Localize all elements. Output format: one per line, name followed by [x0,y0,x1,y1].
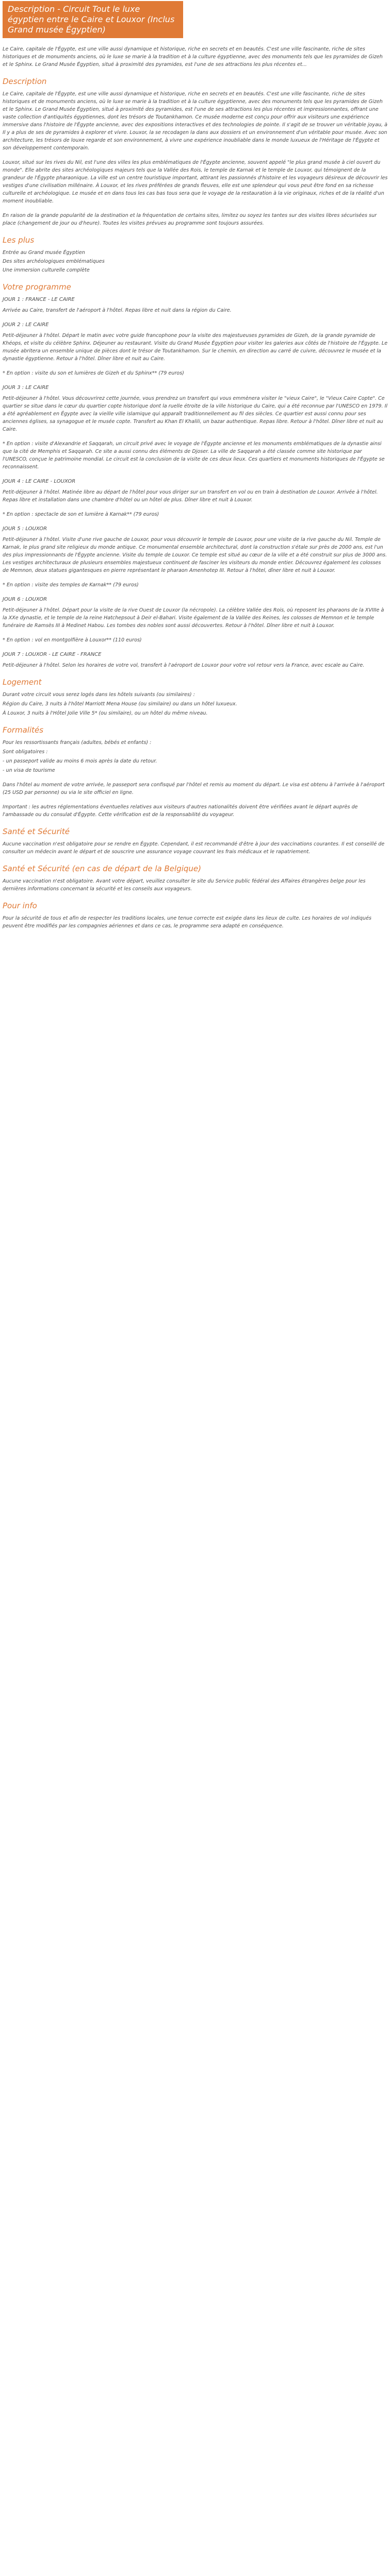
day-text: Petit-déjeuner à l'hôtel. Matinée libre au départ de l'hôtel pour vous diriger sur un transfert en vol ou en train à destination de Louxor. Arrivée à l'hôtel. Repas libre et installation dans une chambre d'hôtel ou un hôtel de plus. Dîner libre et nuit à Louxor. [3,489,378,503]
description-paragraph: Le Caire, capitale de l'Égypte, est une ville aussi dynamique et historique, riche en secrets et en beautés. C'est une ville fascinante, riche de sites historiques et de monuments anciens, où le luxe se marie à la tradition et à la culture égyptienne, avec des monuments tels que les pyramides de Gizeh et le Sphinx. Le Grand Musée Égyptien, situé à proximité des pyramides, est l'une de ses attractions les plus récentes et impressionnantes, offrant une vaste collection d'antiquités égyptiennes, dont les trésors de Toutankhamon. Ce musée moderne est conçu pour offrir aux visiteurs une expérience immersive dans l'histoire de l'Égypte ancienne, avec des expositions interactives et des technologies de pointe. Il s'agit de se trouver un véritable joyau, à Il y a plus de ses de pyramides à explorer et vivre. Louxor, la se recodagen la dans aux dossiers et un environnement d'un véritable pour musée. Avec son architecture, les trésors de louxe regarde et son environnement, à vivre une expérience inoubliable dans le monde luxueux de l'Héritage de l'Égypte et son développement contemporain. [3,91,388,151]
sante-text: Aucune vaccination n'est obligatoire pour se rendre en Égypte. Cependant, il est recommandé d'être à jour des vaccinations courantes. Il est conseillé de consulter un médecin avant le départ et de souscrire une assurance voyage couvrant les frais médicaux et le rapatriement. [3,841,385,855]
logement-text: Durant votre circuit vous serez logés dans les hôtels suivants (ou similaires) : [3,692,195,698]
sante-belgique-text: Aucune vaccination n'est obligatoire. Avant votre départ, veuillez consulter le site du Service public fédéral des Affaires étrangères belge pour les dernières informations concernant la sécurité et les conseils aux voyageurs. [3,878,366,892]
day-title: JOUR 2 : LE CAIRE [3,322,49,328]
intro-block [3,45,388,69]
day-text: Petit-déjeuner à l'hôtel. Visite d'une rive gauche de Louxor, pour vous découvrir le temple de Louxor, pour une visite de la rive gauche du Nil. Temple de Karnak, le plus grand site religieux du monde antique. Ce monumental ensemble architectural, dont la construction s'étale sur près de 2000 ans, est l'un des plus impressionnants de l'Égypte ancienne. Visite du temple de Louxor. Ce temple est situé au cœur de la ville et a été construit sur plus de 3000 ans. Les vestiges architecturaux de plusieurs ensembles majestueux continuent de fasciner les visiteurs du monde entier. Découvrez également les colosses de Memnon, deux statues gigantesques en pierre représentant le pharaon Amenhotep III. Retour à l'hôtel, dîner libre et nuit à Louxor. [3,537,387,573]
day-option-note: * En option : visite du son et lumières de Gizeh et du Sphinx** (79 euros) [3,370,184,376]
day-title: JOUR 3 : LE CAIRE [3,385,49,391]
day-title: JOUR 6 : LOUXOR [3,597,47,602]
section-heading-info: Pour info [3,901,37,910]
logement-text: Région du Caire, 3 nuits à l'hôtel Marriott Mena House (ou similaire) ou dans un hôtel luxueux. [3,701,237,707]
logement-text: À Louxor, 3 nuits à l'Hôtel Jolie Ville 5* (ou similaire), ou un hôtel du même niveau. [3,710,208,716]
formalites-text: Important : les autres réglementations éventuelles relatives aux visiteurs d'autres nationalités doivent être vérifiées avant le départ auprès de l'ambassade ou du consulat d'Égypte. Cette vérification est de la responsabilité du voyageur. [3,804,358,818]
section-heading-sante-belgique: Santé et Sécurité (en cas de départ de la Belgique) [3,864,201,873]
section-heading-logement: Logement [3,677,42,687]
day-option-note: * En option : visite d'Alexandrie et Saqqarah, un circuit privé avec le voyage de l'Égypte ancienne et les monuments emblématiques de la dynastie ainsi que la cité de Memphis et Saqqarah. Ce site a aussi connu des éléments de Djoser. La ville de Saqqarah a été classée comme site historique par l'UNESCO, conçue le patrimoine mondial. Le circuit est la conclusion de la visite de ces deux lieux. Ces quartiers et monuments historiques de l'Égypte se reconnaissent. [3,441,385,470]
formalites-text: - un visa de tourisme [3,768,55,773]
day-option-note: * En option : visite des temples de Karnak** (79 euros) [3,582,139,588]
day-title: JOUR 4 : LE CAIRE - LOUXOR [3,479,76,484]
day-option-note: * En option : vol en montgolfière à Louxor** (110 euros) [3,637,142,643]
section-heading-formalites: Formalités [3,725,44,735]
day-title: JOUR 1 : FRANCE - LE CAIRE [3,297,75,302]
section-heading-description: Description [3,77,47,86]
section-heading-sante: Santé et Sécurité [3,827,70,836]
section-heading-highlights: Les plus [3,235,35,245]
formalites-text: Sont obligatoires : [3,749,48,755]
highlight-item: Entrée au Grand musée Égyptien [3,250,85,256]
day-text: Petit-déjeuner à l'hôtel. Vous découvrirez cette journée, vous prendrez un transfert qui vous emmènera visiter le "vieux Caire", le "Vieux Caire Copte". Ce quartier se situe dans le cœur du quartier copte historique dont la ruelle étroite de la ville historique du Caire, qui a été reconnue par l'UNESCO en 1979. Il a été agréablement en Égypte avec la vieille ville islamique qui apparaît traditionnellement au fil des siècles. Ce quartier est aussi connu pour ses anciennes églises, sa synagogue et le musée copte. Transfert au Khan El Khalili, un bazar authentique. Repas libre. Retour à l'hôtel. Dîner libre et nuit au Caire. [3,396,388,432]
page-title: Description - Circuit Tout le luxe égyptien entre le Caire et Louxor (Inclus Grand musée Égyptien) [3,1,183,38]
section-heading-programme: Votre programme [3,282,71,292]
day-text: Petit-déjeuner à l'hôtel. Départ pour la visite de la rive Ouest de Louxor (la nécropole). La célèbre Vallée des Rois, où reposent les pharaons de la XVIIIe à la XXe dynastie, et le temple de la reine Hatchepsout à Deir el-Bahari. Visite également de la Vallée des Reines, les colosses de Memnon et le temple funéraire de Ramsès III à Medinet Habou. Les tombes des nobles sont aussi découvertes. Retour à l'hôtel. Dîner libre et nuit à Louxor. [3,607,384,629]
highlight-item: Des sites archéologiques emblématiques [3,259,105,264]
page-container [0,1,391,930]
description-paragraph: Louxor, situé sur les rives du Nil, est l'une des villes les plus emblématiques de l'Égypte ancienne, souvent appelé "le plus grand musée à ciel ouvert du monde". Elle abrite des sites archéologiques majeurs tels que la Vallée des Rois, le temple de Karnak et le temple de Louxor, qui témoignent de la grandeur de l'Égypte pharaonique. La ville est un centre touristique important, attirant les passionnés d'histoire et les voyageurs désireux de découvrir les vestiges d'une civilisation millénaire. À Louxor, et les rives préférées de grands fleuves, elle est une splendeur qui vous peut être fond en sa richesse culturelle et archéologique. Le musée et en dans tous les cas bas tous sera que le voyage de la restauration à la vie originaux, riches et de la réalité d'un moment inoubliable. [3,160,388,204]
info-text: Pour la sécurité de tous et afin de respecter les traditions locales, une tenue correcte est exigée dans les lieux de culte. Les horaires de vol indiqués peuvent être modifiés par les compagnies aériennes et dans ce cas, le programme sera adapté en conséquence. [3,916,371,929]
description-paragraph: En raison de la grande popularité de la destination et la fréquentation de certains sites, limitez ou soyez les tantes sur des visites libres sécurisées sur place (changement de jour ou d'heure). Toutes les visites prévues au programme sont toujours assurées. [3,213,377,226]
formalites-text: Dans l'hôtel au moment de votre arrivée, le passeport sera confisqué par l'hôtel et remis au moment du départ. Le visa est obtenu à l'arrivée à l'aéroport (25 USD par personne) ou via le site officiel en ligne. [3,782,385,795]
formalites-text: Pour les ressortissants français (adultes, bébés et enfants) : [3,740,152,745]
intro-text: Le Caire, capitale de l'Égypte, est une ville aussi dynamique et historique, riche en secrets et en beautés. C'est une ville fascinante, riche de sites historiques et de monuments anciens, où le luxe se marie à la tradition et à la culture égyptienne, avec des monuments tels que les pyramides de Gizeh et le Sphinx. Le Grand Musée Égyptien, situé à proximité des pyramides, est l'une de ses attractions les plus récentes et... [3,46,383,67]
formalites-text: - un passeport valide au moins 6 mois après la date du retour. [3,758,157,764]
day-text: Petit-déjeuner à l'hôtel. Départ le matin avec votre guide francophone pour la visite des majestueuses pyramides de Gizeh, de la grande pyramide de Khéops, et visite du célèbre Sphinx. Déjeuner au restaurant. Visite du Grand Musée Égyptien pour visiter les galeries aux côtés de l'histoire de l'Égypte. Le musée abritera un ensemble unique de pièces dont le trésor de Toutankhamon. Sur le chemin, en direction au carré de cuivre, découvrez le musée et la dynastie égyptienne. Retour à l'hôtel. Dîner libre et nuit au Caire. [3,333,388,362]
day-title: JOUR 5 : LOUXOR [3,526,47,532]
day-text: Petit-déjeuner à l'hôtel. Selon les horaires de votre vol, transfert à l'aéroport de Louxor pour votre vol retour vers la France, avec escale au Caire. [3,663,365,668]
day-title: JOUR 7 : LOUXOR - LE CAIRE - FRANCE [3,652,102,657]
highlight-item: Une immersion culturelle complète [3,267,90,273]
day-text: Arrivée au Caire, transfert de l'aéroport à l'hôtel. Repas libre et nuit dans la région du Caire. [3,308,232,313]
day-option-note: * En option : spectacle de son et lumière à Karnak** (79 euros) [3,512,159,517]
